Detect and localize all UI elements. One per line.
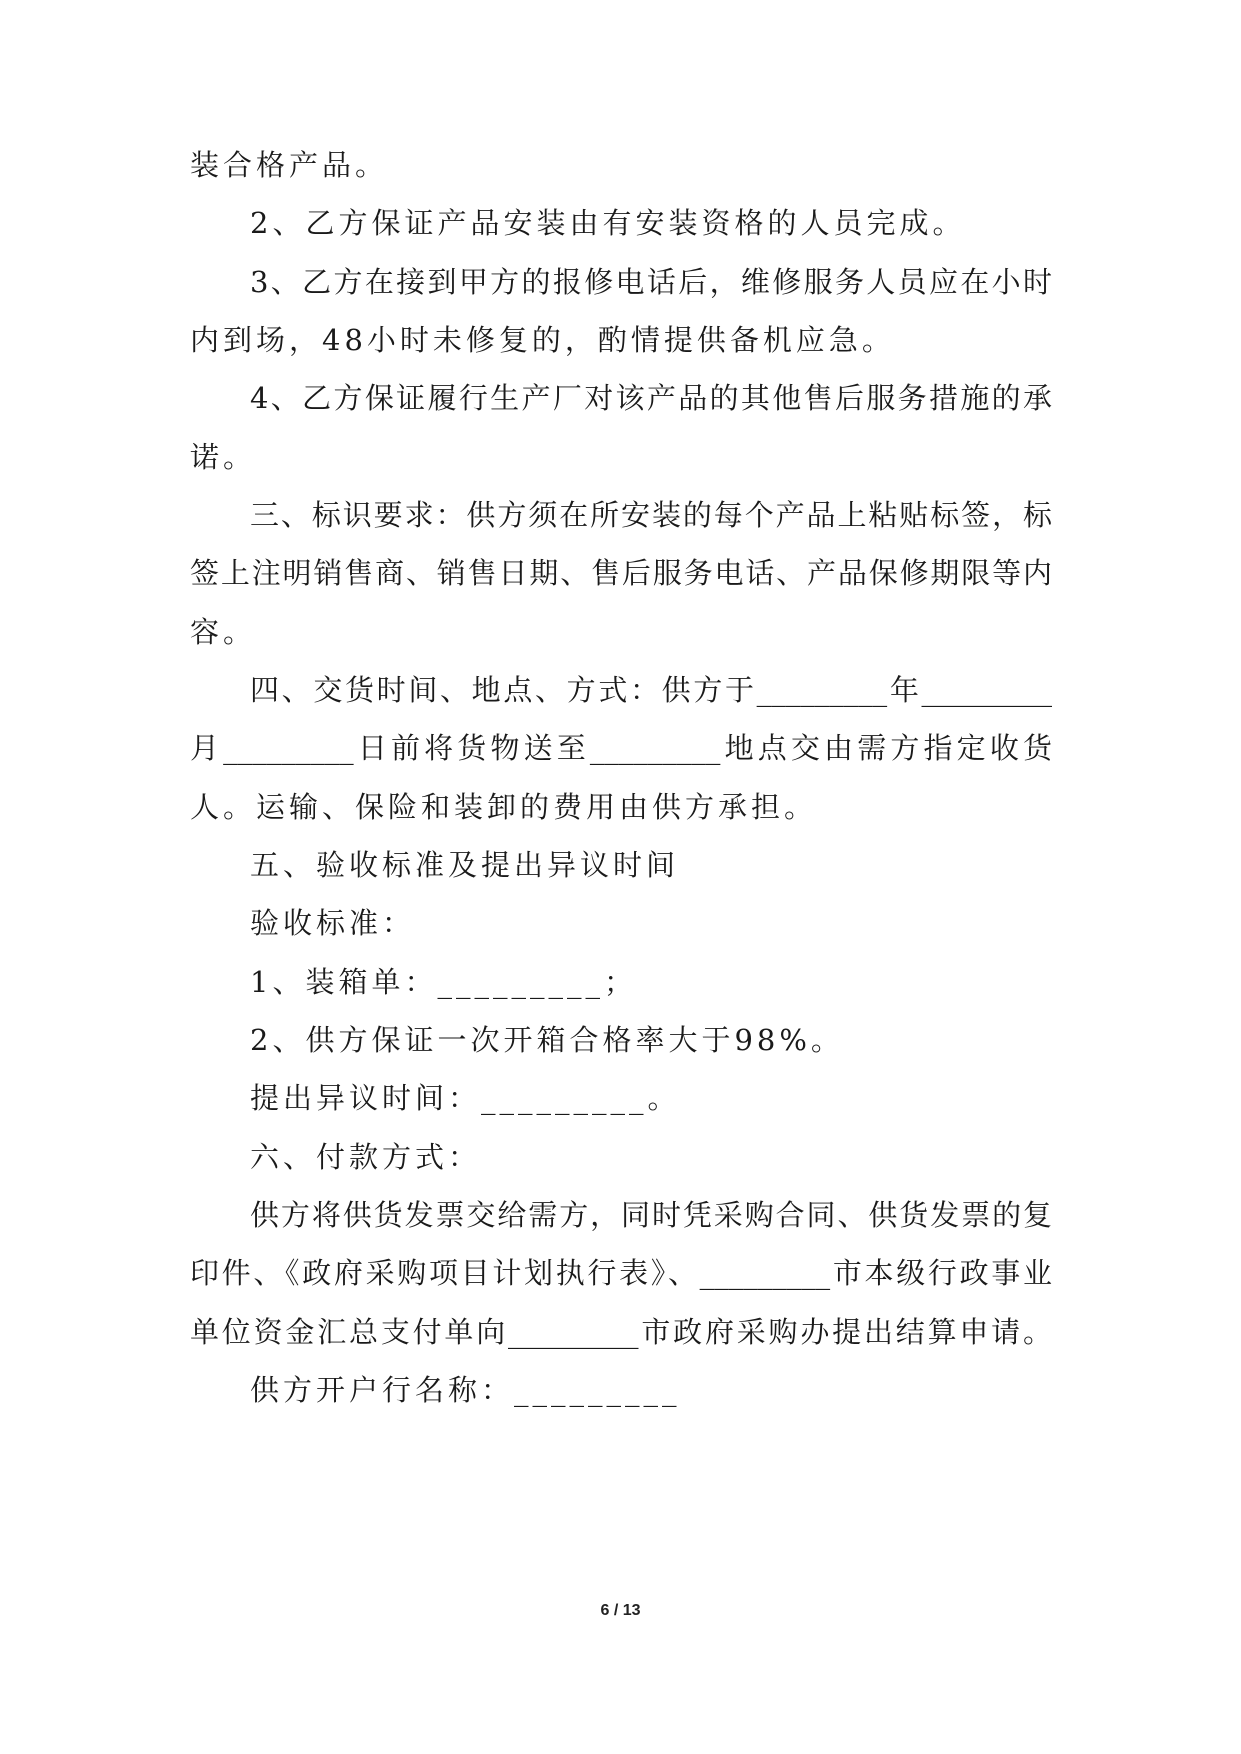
paragraph-line: 1、装箱单：_________；	[250, 965, 637, 999]
paragraph-line: 人。运输、保险和装卸的费用由供方承担。	[190, 790, 818, 824]
paragraph-line: 六、付款方式：	[250, 1140, 482, 1174]
paragraph-line: 3、乙方在接到甲方的报修电话后，维修服务人员应在小时	[250, 265, 1052, 299]
paragraph-line: 签上注明销售商、销售日期、售后服务电话、产品保修期限等内	[190, 556, 1052, 590]
paragraph-line: 2、乙方保证产品安装由有安装资格的人员完成。	[250, 206, 966, 240]
paragraph-line: 三、标识要求：供方须在所安装的每个产品上粘贴标签，标	[250, 498, 1052, 532]
paragraph-line: 印件、《政府采购项目计划执行表》、_________市本级行政事业	[190, 1256, 1052, 1290]
paragraph-line: 单位资金汇总支付单向_________市政府采购办提出结算申请。	[190, 1315, 1052, 1349]
paragraph-line: 装合格产品。	[190, 148, 389, 182]
paragraph-line: 提出异议时间：_________。	[250, 1081, 681, 1115]
paragraph-line: 五、验收标准及提出异议时间	[250, 848, 680, 882]
paragraph-line: 月_________日前将货物送至_________地点交由需方指定收货	[190, 731, 1052, 765]
page-number: 6 / 13	[600, 1602, 641, 1619]
paragraph-line: 供方将供货发票交给需方，同时凭采购合同、供货发票的复	[250, 1198, 1052, 1232]
paragraph-line: 2、供方保证一次开箱合格率大于98%。	[250, 1023, 844, 1057]
paragraph-line: 内到场，48小时未修复的，酌情提供备机应急。	[190, 323, 895, 357]
paragraph-line: 4、乙方保证履行生产厂对该产品的其他售后服务措施的承	[250, 381, 1052, 415]
paragraph-line: 验收标准：	[250, 906, 416, 940]
paragraph-line: 容。	[190, 615, 257, 649]
paragraph-line: 四、交货时间、地点、方式：供方于_________年_________	[250, 673, 1052, 707]
paragraph-line: 诺。	[190, 440, 257, 474]
paragraph-line: 供方开户行名称：_________	[250, 1373, 681, 1407]
